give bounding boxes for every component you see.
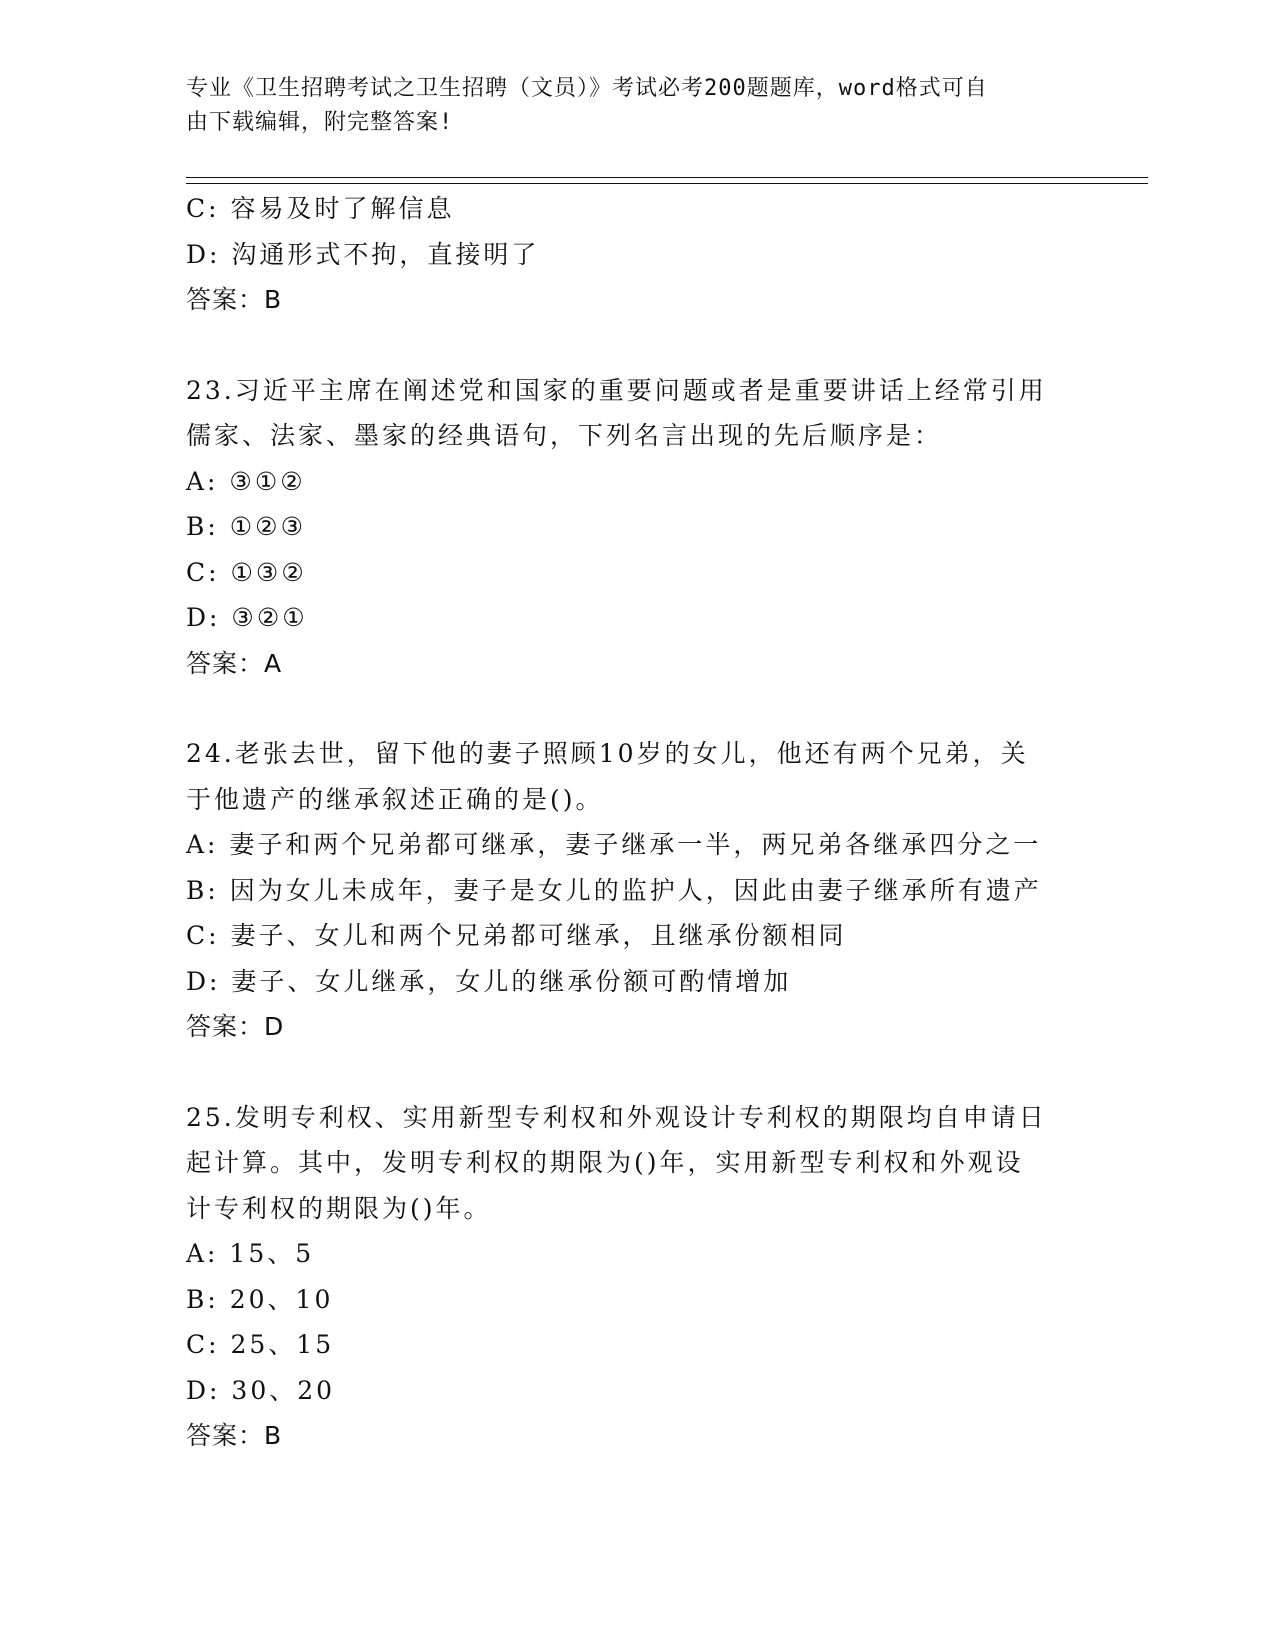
option-c: C: 25、15	[186, 1330, 335, 1359]
option-a: A: 15、5	[186, 1239, 315, 1268]
question-text-line: 23.习近平主席在阐述党和国家的重要问题或者是重要讲话上经常引用	[186, 375, 1047, 405]
question-gap	[186, 323, 1086, 368]
option-d: D: 30、20	[186, 1375, 336, 1405]
question-23	[186, 368, 1086, 687]
question-text-line: 于他遗产的继承叙述正确的是()。	[186, 784, 604, 814]
option-d: D: 妻子、女儿继承，女儿的继承份额可酌情增加	[186, 966, 792, 996]
question-text-line: 25.发明专利权、实用新型专利权和外观设计专利权的期限均自申请日	[186, 1102, 1047, 1132]
question-text-line: 起计算。其中，发明专利权的期限为()年，实用新型专利权和外观设	[186, 1148, 1024, 1177]
answer-line: 答案：D	[186, 1012, 285, 1041]
option-a: A: 妻子和两个兄弟都可继承，妻子继承一半，两兄弟各继承四分之一	[186, 830, 1042, 859]
option-d: D: ③②①	[186, 603, 308, 632]
option-b: B: ①②③	[186, 512, 306, 541]
option-c: C: ①③②	[186, 557, 307, 587]
header-rule-top	[186, 177, 1148, 178]
question-gap	[186, 1050, 1086, 1095]
question-text-line: 计专利权的期限为()年。	[186, 1193, 492, 1223]
header-line-2: 由下载编辑，附完整答案!	[186, 110, 454, 135]
answer-line: 答案：A	[186, 648, 283, 678]
option-d: D: 沟通形式不拘，直接明了	[186, 239, 540, 269]
question-text-line: 儒家、法家、墨家的经典语句，下列名言出现的先后顺序是：	[186, 421, 943, 450]
question-content	[186, 186, 1086, 1459]
question-gap	[186, 686, 1086, 731]
document-header	[186, 72, 1066, 140]
option-a: A: ③①②	[186, 466, 306, 496]
option-b: B: 20、10	[186, 1284, 334, 1314]
option-b: B: 因为女儿未成年，妻子是女儿的监护人，因此由妻子继承所有遗产	[186, 875, 1042, 905]
header-rule-bottom	[186, 183, 1148, 184]
question-24	[186, 731, 1086, 1050]
header-line-1: 专业《卫生招聘考试之卫生招聘（文员）》考试必考200题题库，word格式可自	[186, 76, 988, 101]
option-c: C: 容易及时了解信息	[186, 194, 455, 223]
answer-line: 答案：B	[186, 285, 283, 314]
option-c: C: 妻子、女儿和两个兄弟都可继承，且继承份额相同	[186, 921, 847, 950]
question-fragment	[186, 186, 1086, 323]
answer-line: 答案：B	[186, 1421, 283, 1450]
question-text-line: 24.老张去世，留下他的妻子照顾10岁的女儿，他还有两个兄弟，关	[186, 739, 1029, 768]
question-25	[186, 1095, 1086, 1459]
